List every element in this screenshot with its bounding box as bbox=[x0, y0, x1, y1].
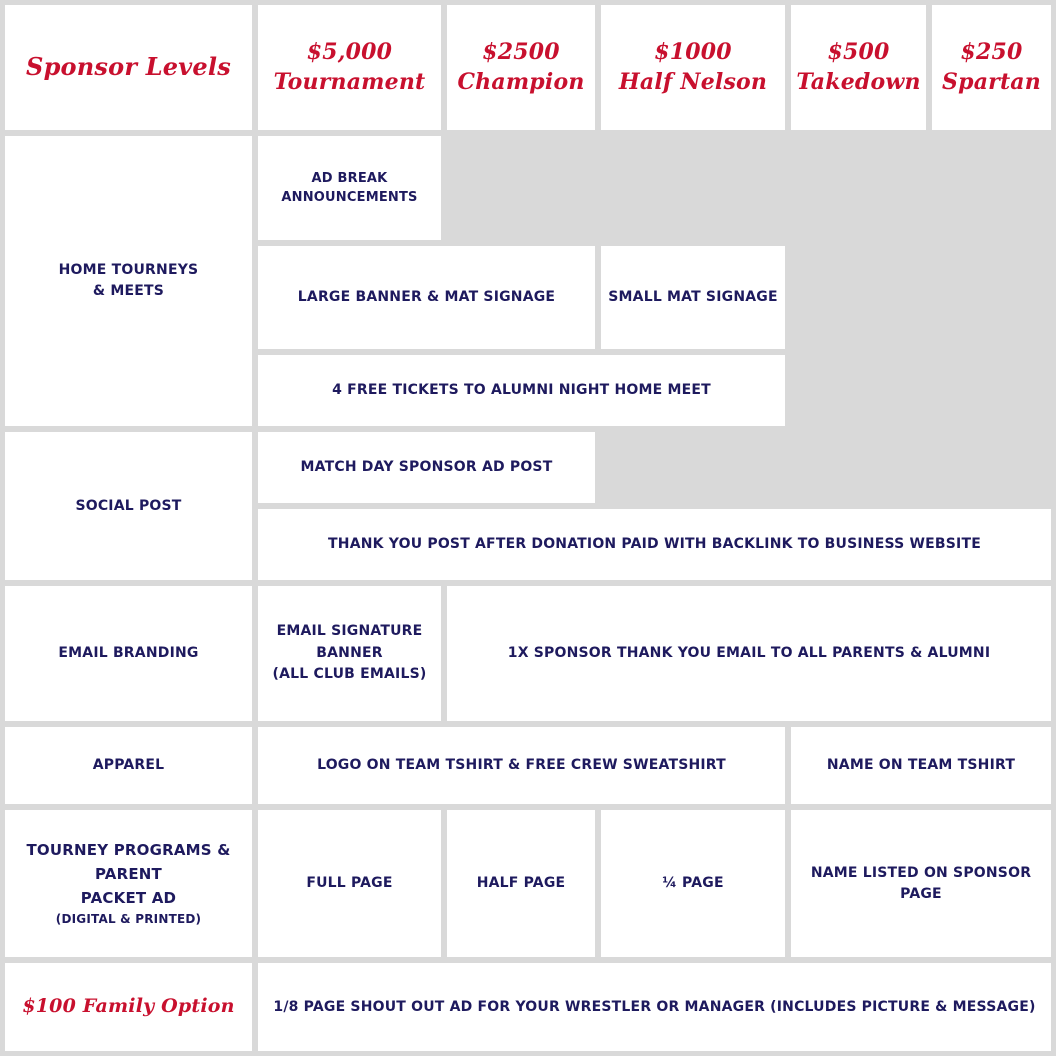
level-amount: $2500 bbox=[482, 38, 560, 65]
benefit-half-page bbox=[447, 810, 595, 957]
level-takedown bbox=[791, 5, 926, 130]
benefit-text: 1X SPONSOR THANK YOU EMAIL TO ALL PARENTS & ALUMNI bbox=[507, 645, 991, 661]
benefit-thank-you-post bbox=[258, 509, 1051, 580]
level-tournament bbox=[258, 5, 441, 130]
level-name: Spartan bbox=[942, 68, 1041, 95]
benefit-text: 1/8 PAGE SHOUT OUT AD FOR YOUR WRESTLER OR MANAGER (INCLUDES PICTURE & MESSAGE) bbox=[273, 998, 1036, 1015]
benefit-text: AD BREAK ANNOUNCEMENTS bbox=[281, 170, 418, 205]
level-name: Takedown bbox=[796, 68, 921, 95]
benefit-text: HALF PAGE bbox=[476, 875, 566, 891]
row-label-line: EMAIL BRANDING bbox=[58, 645, 199, 661]
benefit-text: ¼ PAGE bbox=[662, 875, 724, 891]
level-amount: $250 bbox=[960, 38, 1023, 65]
benefit-thank-you-email bbox=[447, 586, 1051, 721]
row-label-line: (DIGITAL & PRINTED) bbox=[55, 911, 202, 926]
row-label-line: & MEETS bbox=[92, 283, 165, 299]
benefit-text: FULL PAGE bbox=[306, 875, 393, 891]
benefit-name-tshirt bbox=[791, 727, 1051, 804]
row-label-programs bbox=[5, 810, 252, 957]
row-label-home-tourneys bbox=[5, 136, 252, 426]
row-label-line: PACKET AD bbox=[80, 888, 177, 907]
row-label-line: APPAREL bbox=[92, 757, 165, 773]
level-champion bbox=[447, 5, 595, 130]
level-half-nelson bbox=[601, 5, 785, 130]
benefit-text: LOGO ON TEAM TSHIRT & FREE CREW SWEATSHIRT bbox=[317, 757, 726, 773]
row-label-email-branding bbox=[5, 586, 252, 721]
benefit-text: NAME LISTED ON SPONSOR PAGE bbox=[810, 864, 1032, 902]
row-label-apparel bbox=[5, 727, 252, 804]
sponsor-levels-title bbox=[5, 5, 252, 130]
benefit-family-ad bbox=[258, 963, 1051, 1051]
family-option-label bbox=[5, 963, 252, 1051]
level-spartan bbox=[932, 5, 1051, 130]
sponsor-levels-title-text: Sponsor Levels bbox=[26, 52, 231, 82]
benefit-match-day bbox=[258, 432, 595, 503]
level-name: Tournament bbox=[273, 68, 426, 95]
benefit-full-page bbox=[258, 810, 441, 957]
benefit-text: 4 FREE TICKETS TO ALUMNI NIGHT HOME MEET bbox=[332, 382, 711, 398]
benefit-text: SMALL MAT SIGNAGE bbox=[608, 289, 778, 305]
benefit-email-signature bbox=[258, 586, 441, 721]
benefit-tickets bbox=[258, 355, 785, 426]
benefit-quarter-page bbox=[601, 810, 785, 957]
benefit-small-mat bbox=[601, 246, 785, 349]
family-option-text: $100 Family Option bbox=[22, 995, 235, 1018]
level-name: Champion bbox=[457, 68, 585, 95]
level-amount: $500 bbox=[827, 38, 890, 65]
benefit-ad-break bbox=[258, 136, 441, 240]
benefit-text: NAME ON TEAM TSHIRT bbox=[826, 757, 1016, 773]
level-name: Half Nelson bbox=[618, 68, 768, 95]
benefit-text: LARGE BANNER & MAT SIGNAGE bbox=[297, 289, 556, 305]
benefit-large-banner bbox=[258, 246, 595, 349]
benefit-text: THANK YOU POST AFTER DONATION PAID WITH BACKLINK TO BUSINESS WEBSITE bbox=[328, 536, 981, 552]
benefit-text: EMAIL SIGNATURE BANNER bbox=[276, 622, 423, 661]
level-amount: $5,000 bbox=[306, 38, 393, 65]
benefit-text: MATCH DAY SPONSOR AD POST bbox=[300, 459, 553, 475]
row-label-line: SOCIAL POST bbox=[75, 497, 182, 514]
level-amount: $1000 bbox=[654, 38, 732, 65]
benefit-name-listed bbox=[791, 810, 1051, 957]
benefit-text: (ALL CLUB EMAILS) bbox=[272, 666, 427, 683]
row-label-social-post bbox=[5, 432, 252, 580]
row-label-line: HOME TOURNEYS bbox=[58, 262, 199, 278]
row-label-line: TOURNEY PROGRAMS & PARENT bbox=[26, 840, 231, 883]
benefit-logo-tshirt bbox=[258, 727, 785, 804]
